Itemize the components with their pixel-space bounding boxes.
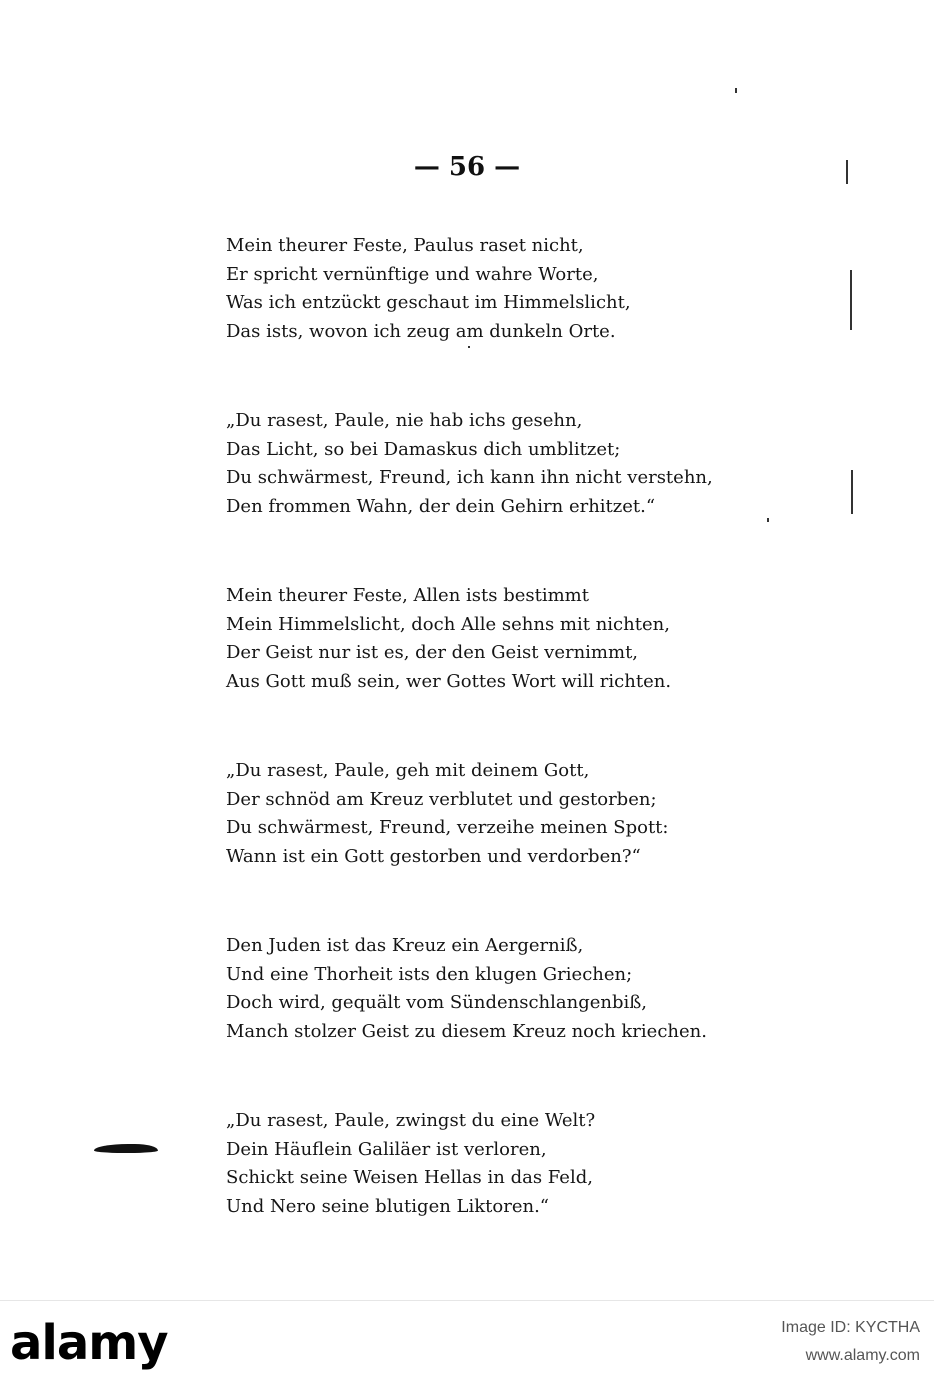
scan-speck [851,470,853,514]
poem-line: Und eine Thorheit ists den klugen Griechen; [226,963,633,985]
poem [226,232,786,1282]
scan-speck [846,160,848,184]
poem-line: Den Juden ist das Kreuz ein Aergerniß, [226,935,584,956]
poem-line: Aus Gott muß sein, wer Gottes Wort will richten. [226,670,672,692]
poem-line: „Du rasest, Paule, zwingst du eine Welt? [226,1110,596,1131]
poem-line: „Du rasest, Paule, nie hab ichs gesehn, [226,410,583,431]
scan-speck [767,518,769,522]
poem-line: Dein Häuflein Galiläer ist verloren, [226,1138,547,1160]
stanza-3 [226,582,786,696]
stock-footer [0,1300,934,1391]
poem-line: Mein theurer Feste, Paulus raset nicht, [226,235,584,256]
poem-line: Was ich entzückt geschaut im Himmelslicht, [226,292,631,313]
stanza-6 [226,1107,786,1221]
end-ornament [94,1144,158,1153]
poem-line: Der Geist nur ist es, der den Geist vernimmt, [226,642,639,663]
page-number: — 56 — [413,152,521,182]
poem-line: Der schnöd am Kreuz verblutet und gestorben; [226,788,657,810]
stanza-5 [226,932,786,1046]
poem-line: Du schwärmest, Freund, verzeihe meinen Spott: [226,817,669,838]
stanza-2 [226,407,786,521]
poem-line: Mein Himmelslicht, doch Alle sehns mit nichten, [226,613,670,635]
scan-speck [850,270,852,330]
poem-line: Doch wird, gequält vom Sündenschlangenbiß, [226,992,647,1013]
poem-line: Er spricht vernünftige und wahre Worte, [226,263,599,285]
poem-line: Das Licht, so bei Damaskus dich umblitzet; [226,438,621,460]
scan-speck [468,346,470,348]
poem-line: Und Nero seine blutigen Liktoren.“ [226,1195,549,1217]
brand-logo: alamy [10,1315,168,1371]
poem-line: Schickt seine Weisen Hellas in das Feld, [226,1167,593,1188]
poem-line: Den frommen Wahn, der dein Gehirn erhitzet.“ [226,495,656,517]
stanza-1 [226,232,786,346]
poem-line: Manch stolzer Geist zu diesem Kreuz noch kriechen. [226,1020,707,1042]
site-url: www.alamy.com [805,1347,920,1364]
stanza-4 [226,757,786,871]
poem-line: Das ists, wovon ich zeug am dunkeln Orte. [226,320,616,342]
image-id: Image ID: KYCTHA [781,1319,920,1336]
scan-speck [735,88,737,93]
poem-line: „Du rasest, Paule, geh mit deinem Gott, [226,760,590,781]
poem-line: Mein theurer Feste, Allen ists bestimmt [226,585,589,606]
poem-line: Wann ist ein Gott gestorben und verdorben?“ [226,845,641,867]
poem-line: Du schwärmest, Freund, ich kann ihn nicht verstehn, [226,467,713,488]
